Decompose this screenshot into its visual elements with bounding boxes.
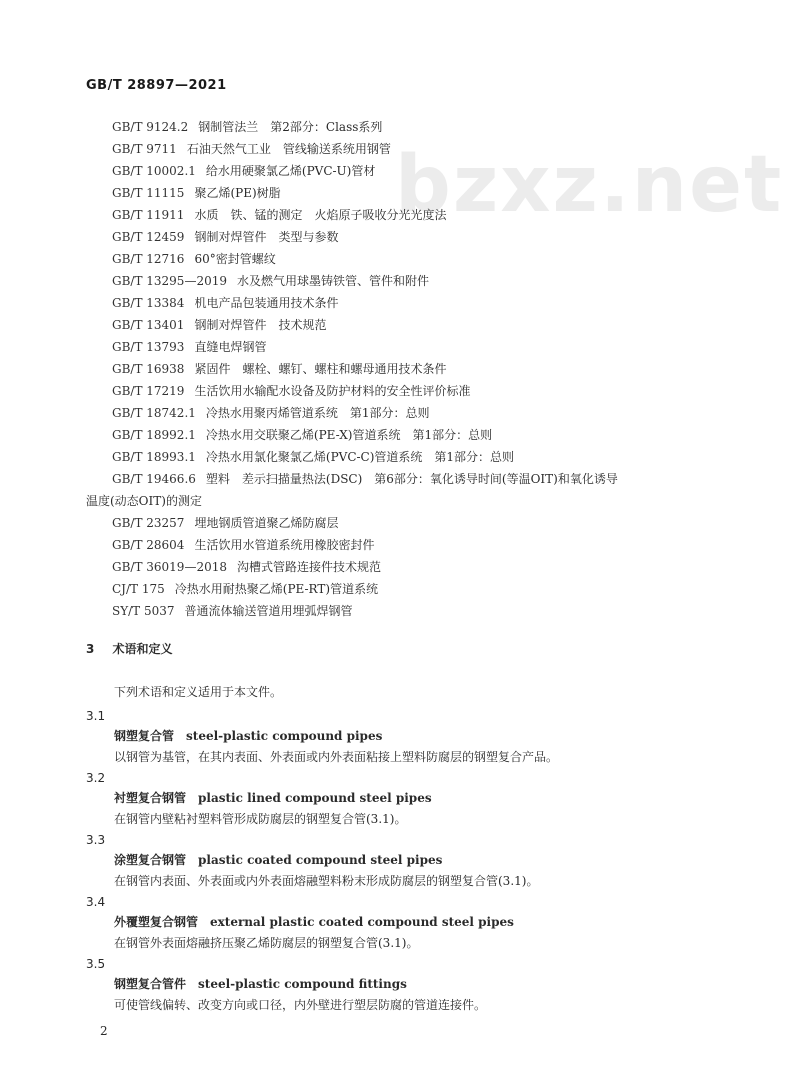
reference-title: 生活饮用水输配水设备及防护材料的安全性评价标准 (194, 384, 471, 398)
reference-title: 给水用硬聚氯乙烯(PVC-U)管材 (205, 164, 376, 178)
term-chinese: 衬塑复合钢管 (114, 791, 187, 805)
reference-item (86, 446, 716, 468)
reference-title: 机电产品包装通用技术条件 (194, 296, 339, 310)
reference-title: 普通流体输送管道用埋弧焊钢管 (184, 604, 353, 618)
reference-item (86, 600, 716, 622)
reference-item (86, 424, 716, 446)
reference-title: 生活饮用水管道系统用橡胶密封件 (194, 538, 375, 552)
reference-title-continued: 温度(动态OIT)的测定 (86, 494, 202, 508)
reference-item (86, 512, 716, 534)
reference-title: 沟槽式管路连接件技术规范 (236, 560, 381, 574)
term-title (114, 726, 726, 746)
reference-item (86, 138, 716, 160)
reference-code: GB/T 13384 (112, 296, 185, 310)
reference-item (86, 314, 716, 336)
reference-title: 冷热水用氯化聚氯乙烯(PVC-C)管道系统 第1部分：总则 (205, 450, 515, 464)
term-number: 3.4 (86, 895, 106, 909)
reference-item (86, 578, 716, 600)
term-title (114, 850, 726, 870)
term-number: 3.3 (86, 833, 106, 847)
reference-item (86, 534, 716, 556)
reference-code: GB/T 13295—2019 (112, 274, 227, 288)
term-definition: 以钢管为基管，在其内表面、外表面或内外表面粘接上塑料防腐层的钢塑复合产品。 (114, 750, 559, 764)
reference-code: SY/T 5037 (112, 604, 175, 618)
term-number: 3.1 (86, 709, 106, 723)
reference-code: GB/T 16938 (112, 362, 185, 376)
term-number: 3.2 (86, 771, 106, 785)
reference-code: GB/T 28604 (112, 538, 185, 552)
term-english: plastic coated compound steel pipes (198, 853, 443, 867)
reference-title: 石油天然气工业 管线输送系统用钢管 (186, 142, 391, 156)
reference-title: 钢制对焊管件 技术规范 (194, 318, 327, 332)
section-number: 3 (86, 642, 95, 656)
term-entry (86, 706, 726, 768)
reference-code: GB/T 13793 (112, 340, 185, 354)
reference-item (86, 226, 716, 248)
watermark: bzxz.net (395, 140, 784, 230)
reference-item (86, 116, 716, 138)
reference-item (86, 292, 716, 314)
reference-title: 冷热水用耐热聚乙烯(PE-RT)管道系统 (174, 582, 379, 596)
reference-title: 冷热水用交联聚乙烯(PE-X)管道系统 第1部分：总则 (205, 428, 493, 442)
reference-title: 埋地钢质管道聚乙烯防腐层 (194, 516, 339, 530)
term-definition: 在钢管外表面熔融挤压聚乙烯防腐层的钢塑复合管(3.1)。 (114, 936, 419, 950)
term-chinese: 钢塑复合管 (114, 729, 175, 743)
reference-title: 聚乙烯(PE)树脂 (194, 186, 281, 200)
term-chinese: 钢塑复合管件 (114, 977, 187, 991)
term-definition: 在钢管内表面、外表面或内外表面熔融塑料粉末形成防腐层的钢塑复合管(3.1)。 (114, 874, 539, 888)
term-entry (86, 830, 726, 892)
reference-code: GB/T 23257 (112, 516, 185, 530)
term-definition: 在钢管内壁粘衬塑料管形成防腐层的钢塑复合管(3.1)。 (114, 812, 407, 826)
term-number: 3.5 (86, 957, 106, 971)
term-chinese: 涂塑复合钢管 (114, 853, 187, 867)
reference-item (86, 336, 716, 358)
reference-item (86, 204, 716, 226)
section-intro: 下列术语和定义适用于本文件。 (114, 685, 283, 699)
section-title: 术语和定义 (112, 642, 173, 656)
term-title (114, 974, 726, 994)
reference-title: 冷热水用聚丙烯管道系统 第1部分：总则 (205, 406, 430, 420)
reference-title: 直缝电焊钢管 (194, 340, 267, 354)
term-entry (86, 954, 726, 1016)
reference-code: GB/T 36019—2018 (112, 560, 227, 574)
reference-title: 水及燃气用球墨铸铁管、管件和附件 (236, 274, 429, 288)
reference-title: 钢制管法兰 第2部分：Class系列 (198, 120, 383, 134)
reference-title: 塑料 差示扫描量热法(DSC) 第6部分：氧化诱导时间(等温OIT)和氧化诱导 (205, 472, 618, 486)
term-entry (86, 892, 726, 954)
reference-code: GB/T 10002.1 (112, 164, 196, 178)
term-entry (86, 768, 726, 830)
term-english: steel-plastic compound fittings (198, 977, 407, 991)
page-number: 2 (100, 1024, 108, 1038)
reference-code: GB/T 9124.2 (112, 120, 189, 134)
reference-code: GB/T 18992.1 (112, 428, 196, 442)
reference-code: GB/T 11115 (112, 186, 185, 200)
term-title (114, 912, 726, 932)
reference-item (86, 248, 716, 270)
reference-code: GB/T 13401 (112, 318, 185, 332)
document-code-header: GB/T 28897—2021 (86, 78, 227, 93)
reference-code: CJ/T 175 (112, 582, 165, 596)
reference-code: GB/T 18742.1 (112, 406, 196, 420)
reference-code: GB/T 9711 (112, 142, 177, 156)
reference-item (86, 402, 716, 424)
reference-item (86, 556, 716, 578)
term-english: plastic lined compound steel pipes (198, 791, 432, 805)
normative-references-list (86, 116, 716, 622)
reference-code: GB/T 11911 (112, 208, 185, 222)
reference-code: GB/T 12716 (112, 252, 185, 266)
reference-item (86, 160, 716, 182)
reference-title: 紧固件 螺栓、螺钉、螺柱和螺母通用技术条件 (194, 362, 447, 376)
reference-item (86, 358, 716, 380)
section-heading (86, 640, 173, 657)
reference-item (86, 468, 716, 512)
reference-code: GB/T 17219 (112, 384, 185, 398)
reference-title: 水质 铁、锰的测定 火焰原子吸收分光光度法 (194, 208, 447, 222)
terms-list (86, 706, 726, 1016)
reference-code: GB/T 18993.1 (112, 450, 196, 464)
term-english: steel-plastic compound pipes (186, 729, 383, 743)
reference-code: GB/T 19466.6 (112, 472, 196, 486)
reference-title: 钢制对焊管件 类型与参数 (194, 230, 339, 244)
reference-title: 60°密封管螺纹 (194, 252, 276, 266)
reference-code: GB/T 12459 (112, 230, 185, 244)
term-title (114, 788, 726, 808)
reference-item (86, 270, 716, 292)
term-definition: 可使管线偏转、改变方向或口径，内外壁进行塑层防腐的管道连接件。 (114, 998, 487, 1012)
reference-item (86, 380, 716, 402)
reference-item (86, 182, 716, 204)
term-chinese: 外覆塑复合钢管 (114, 915, 199, 929)
term-english: external plastic coated compound steel pipes (210, 915, 514, 929)
